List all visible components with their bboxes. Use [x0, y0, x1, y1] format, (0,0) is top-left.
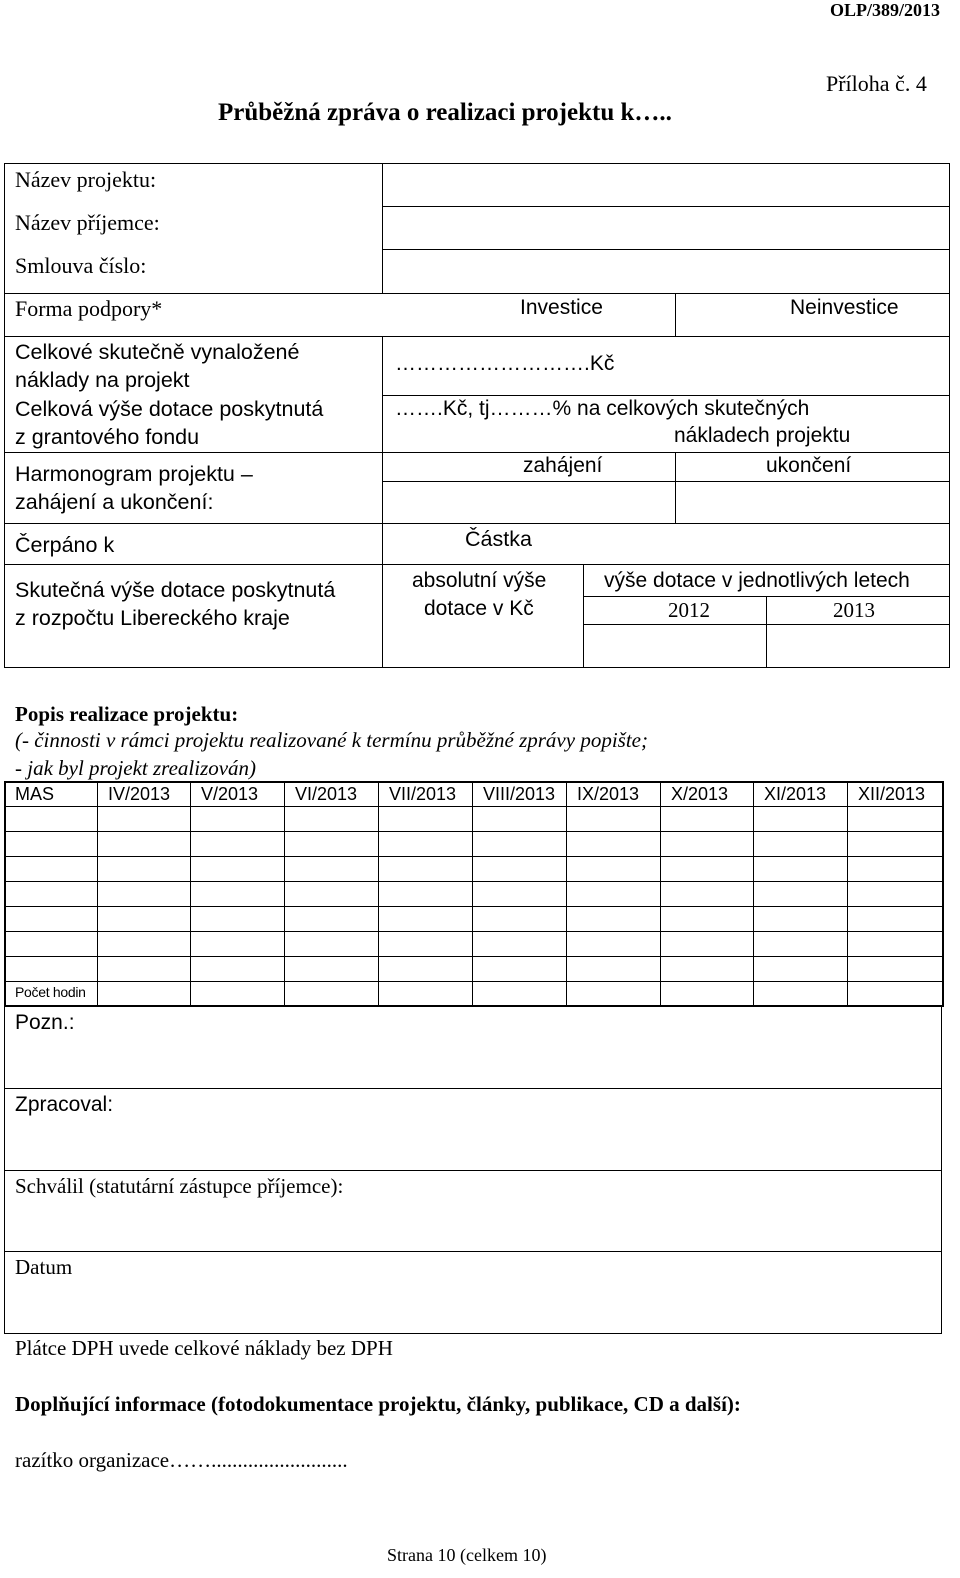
amount-header: Částka — [465, 527, 532, 551]
table-row[interactable] — [5, 807, 942, 831]
month-header-jun: VI/2013 — [295, 784, 358, 804]
month-header-sep: IX/2013 — [577, 784, 640, 804]
month-header-oct: X/2013 — [671, 784, 729, 804]
schedule-label-line1: Harmonogram projektu – — [15, 462, 253, 486]
page-number: Strana 10 (celkem 10) — [387, 1545, 547, 1565]
investment-option[interactable]: Investice — [520, 296, 603, 319]
month-header-dec: XII/2013 — [858, 784, 926, 804]
date-label: Datum — [15, 1255, 73, 1279]
yearly-grant-header: výše dotace v jednotlivých letech — [604, 569, 910, 592]
description-instruction-line1: (- činnosti v rámci projektu realizované k termínu průběžné zprávy popište; — [15, 728, 648, 752]
schedule-label-line2: zahájení a ukončení: — [15, 490, 214, 514]
end-date-header: ukončení — [766, 454, 852, 477]
actual-grant-label-line1: Skutečná výše dotace poskytnutá — [15, 578, 336, 602]
year-2013-header: 2013 — [833, 598, 875, 622]
description-instruction-line2: - jak byl projekt zrealizován) — [15, 756, 257, 780]
project-name-label: Název projektu: — [15, 167, 157, 192]
table-row[interactable] — [5, 832, 942, 856]
organization-stamp-line: razítko organizace…….......................... — [15, 1448, 348, 1472]
support-form-label: Forma podpory* — [15, 296, 163, 321]
month-header-may: V/2013 — [201, 784, 259, 804]
table-row[interactable] — [5, 932, 942, 956]
month-header-jul: VII/2013 — [389, 784, 457, 804]
table-row[interactable] — [5, 907, 942, 931]
approved-by-field[interactable] — [5, 1171, 941, 1251]
absolute-amount-field[interactable] — [383, 625, 583, 667]
notes-field[interactable] — [5, 1008, 941, 1088]
approved-by-label: Schválil (statutární zástupce příjemce): — [15, 1174, 344, 1198]
year-2012-header: 2012 — [668, 598, 710, 622]
description-heading: Popis realizace projektu: — [15, 702, 239, 726]
attachment-label: Příloha č. 4 — [826, 71, 927, 96]
table-row[interactable] — [5, 957, 942, 981]
grant-amount-value-line2: nákladech projektu — [674, 424, 851, 447]
vat-note: Plátce DPH uvede celkové náklady bez DPH — [15, 1336, 393, 1360]
total-costs-label-line2: náklady na projekt — [15, 368, 190, 392]
month-header-apr: IV/2013 — [108, 784, 171, 804]
month-header-nov: XI/2013 — [764, 784, 827, 804]
page-title: Průběžná zpráva o realizaci projektu k….. — [218, 99, 672, 126]
grant-amount-label-line1: Celková výše dotace poskytnutá — [15, 397, 324, 421]
start-date-field[interactable] — [383, 482, 675, 523]
hours-total-row[interactable] — [98, 982, 942, 1005]
grant-amount-value[interactable]: …….Kč, tj………% na celkových skutečných — [395, 397, 810, 420]
hours-total-label: Počet hodin — [15, 984, 86, 1000]
amount-2013-field[interactable] — [767, 625, 949, 667]
grant-amount-label-line2: z grantového fondu — [15, 425, 200, 449]
amount-2012-field[interactable] — [584, 625, 766, 667]
start-date-header: zahájení — [523, 454, 603, 477]
date-field[interactable] — [5, 1252, 941, 1333]
project-name-field[interactable] — [383, 164, 949, 206]
absolute-amount-header-line2: dotace v Kč — [424, 597, 534, 620]
notes-label: Pozn.: — [15, 1011, 75, 1034]
table-row[interactable] — [5, 882, 942, 906]
prepared-by-label: Zpracoval: — [15, 1093, 114, 1116]
drawn-to-label: Čerpáno k — [15, 533, 115, 557]
actual-grant-label-line2: z rozpočtu Libereckého kraje — [15, 606, 290, 630]
recipient-name-field[interactable] — [383, 207, 949, 249]
non-investment-option[interactable]: Neinvestice — [790, 296, 899, 319]
document-reference: OLP/389/2013 — [829, 0, 940, 20]
total-costs-value[interactable]: ……………………….Kč — [395, 352, 615, 375]
prepared-by-field[interactable] — [5, 1089, 941, 1170]
month-header-aug: VIII/2013 — [483, 784, 556, 804]
contract-number-label: Smlouva číslo: — [15, 253, 147, 278]
end-date-field[interactable] — [676, 482, 949, 523]
total-costs-label-line1: Celkové skutečně vynaložené — [15, 340, 300, 364]
recipient-name-label: Název příjemce: — [15, 210, 160, 235]
table-row[interactable] — [5, 857, 942, 881]
absolute-amount-header-line1: absolutní výše — [412, 569, 547, 592]
mas-column-header: MAS — [15, 784, 55, 804]
additional-info-heading: Doplňující informace (fotodokumentace projektu, články, publikace, CD a další): — [15, 1392, 741, 1416]
contract-number-field[interactable] — [383, 250, 949, 293]
